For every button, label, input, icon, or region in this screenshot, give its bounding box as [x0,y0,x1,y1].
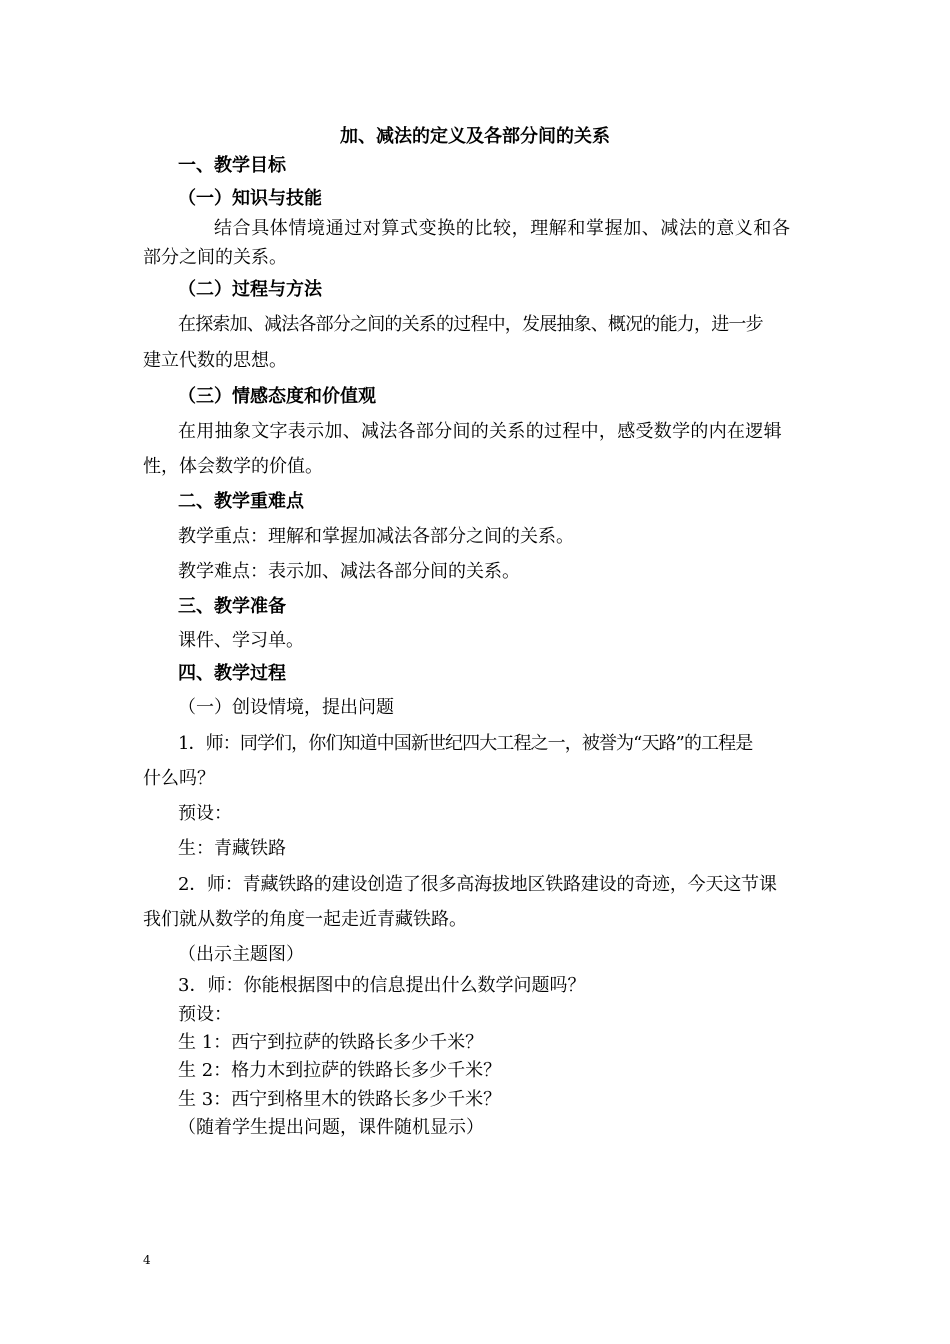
subsection-heading: （三）情感态度和价值观 [178,386,376,407]
paragraph-line: （随着学生提出问题，课件随机显示） [178,1117,484,1138]
subsection-heading: （一）创设情境，提出问题 [178,697,394,718]
section-heading: 二、教学重难点 [178,491,304,512]
subsection-heading: （二）过程与方法 [178,279,322,300]
paragraph-line: 在用抽象文字表示加、减法各部分间的关系的过程中，感受数学的内在逻辑 [178,421,782,442]
paragraph-line: 生：青藏铁路 [178,838,286,859]
paragraph-line: 生 2：格力木到拉萨的铁路长多少千米？ [178,1060,502,1081]
section-heading: 四、教学过程 [178,663,286,684]
paragraph-line: （出示主题图） [178,944,304,965]
subsection-heading: （一）知识与技能 [178,188,322,209]
paragraph-line: 生 1：西宁到拉萨的铁路长多少千米？ [178,1032,484,1053]
section-heading: 一、教学目标 [178,155,286,176]
paragraph-line: 建立代数的思想。 [143,350,287,371]
document-title: 加、减法的定义及各部分间的关系 [340,126,610,147]
paragraph-line: 1．师：同学们，你们知道中国新世纪四大工程之一，被誉为“天路”的工程是 [178,733,753,754]
paragraph-line: 性，体会数学的价值。 [143,456,323,477]
paragraph-line: 预设： [178,803,232,824]
paragraph-line: 生 3：西宁到格里木的铁路长多少千米？ [178,1089,502,1110]
page-number: 4 [143,1253,151,1267]
paragraph-line: 教学重点：理解和掌握加减法各部分之间的关系。 [178,526,574,547]
paragraph-line: 我们就从数学的角度一起走近青藏铁路。 [143,909,467,930]
paragraph-line: 预设： [178,1004,232,1025]
paragraph-line: 什么吗？ [143,768,215,789]
paragraph-line: 教学难点：表示加、减法各部分间的关系。 [178,561,520,582]
paragraph-line: 2．师：青藏铁路的建设创造了很多高海拔地区铁路建设的奇迹，今天这节课 [178,874,777,895]
paragraph-line: 部分之间的关系。 [143,247,287,268]
paragraph-line: 课件、学习单。 [178,630,304,651]
section-heading: 三、教学准备 [178,596,286,617]
paragraph-line: 3．师：你能根据图中的信息提出什么数学问题吗？ [178,975,586,996]
paragraph-line: 在探索加、减法各部分之间的关系的过程中，发展抽象、概况的能力，进一步 [178,314,763,335]
paragraph-line: 结合具体情境通过对算式变换的比较，理解和掌握加、减法的意义和各 [214,218,791,239]
